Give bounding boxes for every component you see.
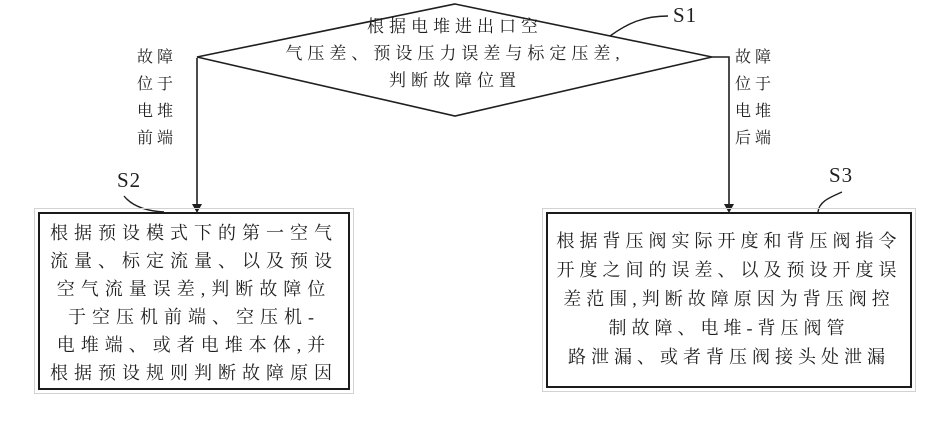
process-box-left [38, 212, 350, 390]
branch-label-right [732, 44, 778, 152]
branch-label-left [134, 44, 180, 152]
branch-label-line: 电堆 [734, 103, 775, 120]
process-box-line: 根据预设模式下的第一空气 [50, 223, 338, 243]
branch-label-line: 位于 [734, 76, 775, 93]
branch-label-line: 电堆 [136, 103, 177, 120]
step-label-s3: S3 [829, 163, 854, 187]
process-box-right [546, 212, 912, 388]
diamond-line: 判断故障位置 [389, 71, 521, 90]
s3-leader-line [818, 192, 842, 212]
branch-label-line: 后端 [734, 130, 775, 147]
process-box-line: 电堆端、或者电堆本体,并 [56, 335, 332, 355]
process-box-line: 空气流量误差,判断故障位 [56, 279, 332, 299]
process-box-line: 于空压机前端、空压机- [68, 307, 320, 327]
process-box-line: 流量、标定流量、以及预设 [50, 251, 338, 271]
process-box-line: 根据背压阀实际开度和背压阀指令 [556, 231, 902, 251]
branch-label-line: 故障 [136, 49, 177, 66]
process-box-line: 开度之间的误差、以及预设开度误 [556, 260, 902, 280]
flow-line-right [712, 57, 729, 205]
s2-leader-line [124, 196, 164, 212]
branch-label-line: 位于 [136, 76, 177, 93]
process-box-line: 制故障、电堆-背压阀管 [608, 318, 850, 338]
diamond-line: 根据电堆进出口空 [367, 17, 543, 36]
process-box-line: 差范围,判断故障原因为背压阀控 [563, 289, 895, 309]
branch-label-line: 前端 [136, 130, 177, 147]
branch-label-line: 故障 [734, 49, 775, 66]
process-box-line: 路泄漏、或者背压阀接头处泄漏 [568, 347, 890, 367]
step-label-s2: S2 [117, 168, 142, 192]
step-label-s1: S1 [673, 3, 698, 27]
diamond-line: 气压差、预设压力误差与标定压差, [285, 44, 625, 63]
decision-diamond-text [235, 13, 675, 94]
process-box-line: 根据预设规则判断故障原因 [50, 363, 338, 383]
